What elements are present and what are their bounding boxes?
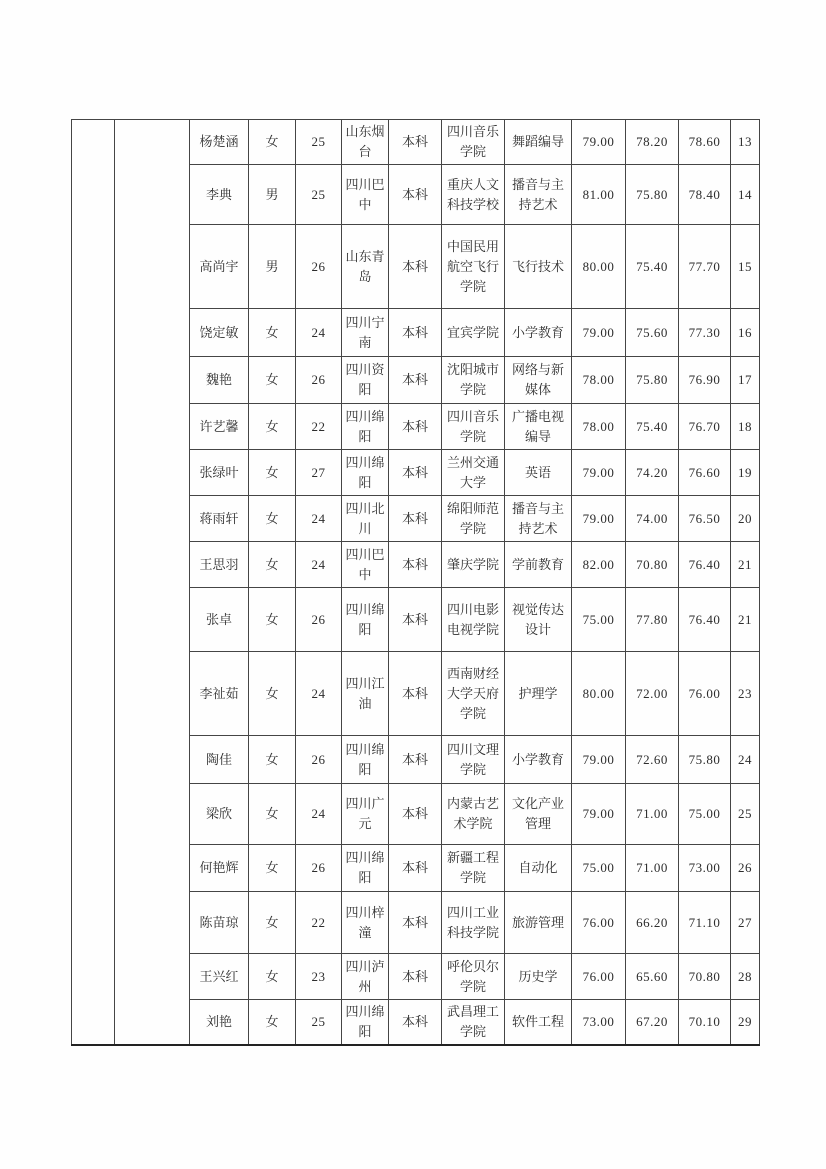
cell-gender: 女 (249, 892, 296, 954)
cell-education: 本科 (389, 784, 442, 845)
cell-name: 杨楚涵 (190, 120, 249, 165)
cell-age: 24 (296, 496, 342, 542)
cell-education: 本科 (389, 736, 442, 784)
cell-score1: 81.00 (572, 165, 626, 225)
cell-major: 视觉传达设计 (505, 588, 572, 652)
cell-major: 护理学 (505, 652, 572, 736)
cell-major: 自动化 (505, 845, 572, 892)
cell-rank: 28 (731, 954, 760, 1000)
cell-score2: 66.20 (626, 892, 679, 954)
cell-origin: 四川绵阳 (342, 450, 389, 496)
cell-education: 本科 (389, 542, 442, 588)
cell-gender: 女 (249, 542, 296, 588)
cell-major: 播音与主持艺术 (505, 165, 572, 225)
cell-education: 本科 (389, 120, 442, 165)
cell-origin: 四川资阳 (342, 357, 389, 404)
cell-name: 李祉茹 (190, 652, 249, 736)
cell-rank: 20 (731, 496, 760, 542)
candidates-score-table (71, 119, 760, 1046)
cell-age: 26 (296, 588, 342, 652)
cell-major: 历史学 (505, 954, 572, 1000)
cell-age: 24 (296, 542, 342, 588)
cell-score1: 79.00 (572, 450, 626, 496)
cell-rank: 19 (731, 450, 760, 496)
cell-gender: 男 (249, 165, 296, 225)
cell-average: 76.40 (679, 542, 731, 588)
cell-gender: 女 (249, 736, 296, 784)
cell-origin: 四川巴中 (342, 542, 389, 588)
cell-education: 本科 (389, 225, 442, 309)
cell-rank: 29 (731, 1000, 760, 1046)
cell-score1: 79.00 (572, 309, 626, 357)
cell-gender: 女 (249, 1000, 296, 1046)
cell-average: 78.60 (679, 120, 731, 165)
cell-education: 本科 (389, 588, 442, 652)
cell-origin: 四川绵阳 (342, 736, 389, 784)
cell-origin: 四川宁南 (342, 309, 389, 357)
cell-school: 呼伦贝尔学院 (442, 954, 505, 1000)
cell-score2: 75.40 (626, 225, 679, 309)
cell-major: 广播电视编导 (505, 404, 572, 450)
cell-average: 75.80 (679, 736, 731, 784)
cell-origin: 山东烟台 (342, 120, 389, 165)
cell-rank: 15 (731, 225, 760, 309)
cell-school: 四川工业科技学院 (442, 892, 505, 954)
cell-average: 76.50 (679, 496, 731, 542)
cell-major: 飞行技术 (505, 225, 572, 309)
cell-score2: 71.00 (626, 845, 679, 892)
cell-origin: 四川广元 (342, 784, 389, 845)
table-body (72, 120, 760, 1046)
cell-gender: 女 (249, 120, 296, 165)
cell-age: 26 (296, 357, 342, 404)
cell-score1: 78.00 (572, 357, 626, 404)
cell-name: 王思羽 (190, 542, 249, 588)
cell-age: 26 (296, 845, 342, 892)
cell-age: 24 (296, 784, 342, 845)
cell-school: 肇庆学院 (442, 542, 505, 588)
cell-rank: 23 (731, 652, 760, 736)
cell-education: 本科 (389, 954, 442, 1000)
cell-average: 76.00 (679, 652, 731, 736)
cell-school: 中国民用航空飞行学院 (442, 225, 505, 309)
cell-gender: 女 (249, 652, 296, 736)
cell-score1: 76.00 (572, 954, 626, 1000)
cell-school: 四川音乐学院 (442, 404, 505, 450)
cell-school: 绵阳师范学院 (442, 496, 505, 542)
cell-school: 四川电影电视学院 (442, 588, 505, 652)
cell-rank: 13 (731, 120, 760, 165)
cell-score1: 80.00 (572, 225, 626, 309)
cell-score2: 71.00 (626, 784, 679, 845)
cell-score1: 79.00 (572, 736, 626, 784)
cell-gender: 女 (249, 784, 296, 845)
cell-major: 学前教育 (505, 542, 572, 588)
cell-average: 77.70 (679, 225, 731, 309)
cell-score2: 77.80 (626, 588, 679, 652)
cell-gender: 女 (249, 404, 296, 450)
cell-name: 何艳辉 (190, 845, 249, 892)
cell-gender: 女 (249, 845, 296, 892)
cell-score1: 73.00 (572, 1000, 626, 1046)
cell-origin: 四川绵阳 (342, 588, 389, 652)
cell-rank: 17 (731, 357, 760, 404)
cell-major: 文化产业管理 (505, 784, 572, 845)
cell-rank: 21 (731, 542, 760, 588)
cell-rank: 25 (731, 784, 760, 845)
cell-rank: 14 (731, 165, 760, 225)
cell-average: 70.10 (679, 1000, 731, 1046)
cell-average: 73.00 (679, 845, 731, 892)
cell-score1: 78.00 (572, 404, 626, 450)
cell-school: 沈阳城市学院 (442, 357, 505, 404)
cell-age: 24 (296, 652, 342, 736)
cell-gender: 男 (249, 225, 296, 309)
cell-school: 四川文理学院 (442, 736, 505, 784)
cell-average: 76.70 (679, 404, 731, 450)
cell-name: 陈苗琼 (190, 892, 249, 954)
cell-major: 旅游管理 (505, 892, 572, 954)
cell-age: 25 (296, 1000, 342, 1046)
cell-name: 张绿叶 (190, 450, 249, 496)
cell-school: 西南财经大学天府学院 (442, 652, 505, 736)
cell-average: 76.60 (679, 450, 731, 496)
cell-school: 四川音乐学院 (442, 120, 505, 165)
cell-origin: 四川泸州 (342, 954, 389, 1000)
cell-education: 本科 (389, 652, 442, 736)
cell-score2: 75.60 (626, 309, 679, 357)
cell-origin: 四川北川 (342, 496, 389, 542)
cell-age: 26 (296, 225, 342, 309)
cell-average: 70.80 (679, 954, 731, 1000)
cell-name: 许艺馨 (190, 404, 249, 450)
cell-origin: 山东青岛 (342, 225, 389, 309)
cell-score2: 74.00 (626, 496, 679, 542)
cell-gender: 女 (249, 954, 296, 1000)
cell-rank: 24 (731, 736, 760, 784)
cell-score2: 78.20 (626, 120, 679, 165)
cell-average: 77.30 (679, 309, 731, 357)
cell-score1: 79.00 (572, 784, 626, 845)
cell-origin: 四川巴中 (342, 165, 389, 225)
cell-education: 本科 (389, 404, 442, 450)
cell-age: 22 (296, 404, 342, 450)
cell-gender: 女 (249, 588, 296, 652)
cell-score1: 79.00 (572, 496, 626, 542)
cell-rank: 18 (731, 404, 760, 450)
cell-education: 本科 (389, 1000, 442, 1046)
cell-name: 蒋雨轩 (190, 496, 249, 542)
cell-name: 饶定敏 (190, 309, 249, 357)
cell-score1: 82.00 (572, 542, 626, 588)
cell-gender: 女 (249, 309, 296, 357)
cell-score1: 79.00 (572, 120, 626, 165)
cell-age: 26 (296, 736, 342, 784)
cell-score2: 72.00 (626, 652, 679, 736)
cell-school: 武昌理工学院 (442, 1000, 505, 1046)
cell-school: 新疆工程学院 (442, 845, 505, 892)
cell-major: 软件工程 (505, 1000, 572, 1046)
cell-average: 78.40 (679, 165, 731, 225)
cell-gender: 女 (249, 357, 296, 404)
cell-average: 75.00 (679, 784, 731, 845)
cell-education: 本科 (389, 357, 442, 404)
cell-age: 22 (296, 892, 342, 954)
cell-score2: 70.80 (626, 542, 679, 588)
cell-school: 兰州交通大学 (442, 450, 505, 496)
cell-rank: 26 (731, 845, 760, 892)
cell-score2: 72.60 (626, 736, 679, 784)
cell-score1: 75.00 (572, 845, 626, 892)
cell-origin: 四川绵阳 (342, 845, 389, 892)
cell-score2: 67.20 (626, 1000, 679, 1046)
cell-education: 本科 (389, 309, 442, 357)
cell-major: 播音与主持艺术 (505, 496, 572, 542)
cell-age: 23 (296, 954, 342, 1000)
cell-rank: 27 (731, 892, 760, 954)
cell-age: 25 (296, 165, 342, 225)
cell-major: 网络与新媒体 (505, 357, 572, 404)
table-row (72, 120, 760, 165)
cell-school: 重庆人文科技学校 (442, 165, 505, 225)
cell-score2: 75.80 (626, 165, 679, 225)
cell-name: 魏艳 (190, 357, 249, 404)
cell-education: 本科 (389, 892, 442, 954)
cell-name: 梁欣 (190, 784, 249, 845)
cell-name: 刘艳 (190, 1000, 249, 1046)
cell-score2: 75.80 (626, 357, 679, 404)
cell-name: 高尚宇 (190, 225, 249, 309)
cell-school: 宜宾学院 (442, 309, 505, 357)
cell-average: 71.10 (679, 892, 731, 954)
cell-age: 27 (296, 450, 342, 496)
cell-score1: 76.00 (572, 892, 626, 954)
cell-major: 小学教育 (505, 736, 572, 784)
cell-score2: 74.20 (626, 450, 679, 496)
cell-gender: 女 (249, 450, 296, 496)
cell-name: 李典 (190, 165, 249, 225)
cell-school: 内蒙古艺术学院 (442, 784, 505, 845)
cell-origin: 四川绵阳 (342, 1000, 389, 1046)
cell-major: 小学教育 (505, 309, 572, 357)
cell-education: 本科 (389, 450, 442, 496)
cell-education: 本科 (389, 165, 442, 225)
cell-score2: 75.40 (626, 404, 679, 450)
cell-average: 76.40 (679, 588, 731, 652)
cell-name: 张卓 (190, 588, 249, 652)
blank-cell-2 (115, 120, 190, 1046)
cell-rank: 16 (731, 309, 760, 357)
cell-age: 25 (296, 120, 342, 165)
cell-origin: 四川江油 (342, 652, 389, 736)
cell-education: 本科 (389, 845, 442, 892)
cell-score1: 75.00 (572, 588, 626, 652)
cell-average: 76.90 (679, 357, 731, 404)
blank-cell-1 (72, 120, 115, 1046)
cell-name: 王兴红 (190, 954, 249, 1000)
cell-major: 英语 (505, 450, 572, 496)
cell-education: 本科 (389, 496, 442, 542)
cell-age: 24 (296, 309, 342, 357)
cell-rank: 21 (731, 588, 760, 652)
cell-major: 舞蹈编导 (505, 120, 572, 165)
cell-gender: 女 (249, 496, 296, 542)
cell-origin: 四川绵阳 (342, 404, 389, 450)
cell-score1: 80.00 (572, 652, 626, 736)
cell-name: 陶佳 (190, 736, 249, 784)
cell-score2: 65.60 (626, 954, 679, 1000)
cell-origin: 四川梓潼 (342, 892, 389, 954)
